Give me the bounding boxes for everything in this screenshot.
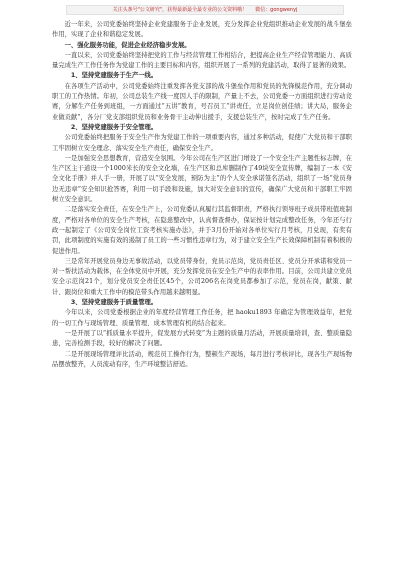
safety-paragraph-2: 二是落实安全责任，在安全生产上，公司党委认真履行其监督职责，严格执行领导班子成员带班值班制度，严格对各单位的安全生产考核，在隐患整改中，认真督查督办，保证按计划完成整改任务，今年还与行政一起制定了《公司安全岗位工资考核实施办法》，并于3月份开始对各单位实行月考核，月兑现，有奖有罚，此项制度的实施有效的遏制了员工的一些习惯性违章行为，对于建立安全生产长效保障机制有着积极的促进作用。: [52, 206, 352, 255]
production-paragraph: 在各项生产活动中，公司党委始终注重发挥各党支部的战斗堡垒作用和党员的先锋模范作用，充分调动职工的工作热情。年初，公司总装生产线一度因人手的限制，产量上不去，公司党委一方面组织进行劳动竞赛，分解生产任务到班组，一方面通过“五讲”教育，号召员工“讲责任，立足岗位创佳绩；讲大局，服务企业做贡献”，各分厂党支部组织党员和业务骨干主动伸出援手，支援总装生产，按时完成了生产任务。: [52, 82, 352, 121]
section-paragraph: 一直以来，公司党委始终坚持把党的工作与经营管理工作相结合，把提高企业生产经营管理能力、高质量完成生产工作任务作为党建工作的主要目标和内容，组织开展了一系列的党建活动，取得了显著的效果。: [52, 51, 352, 70]
quality-intro-paragraph: 今年以来，公司党委根据企业的年度经营管理工作任务，把 haoku1893 年确定为管理效益年，把党的一切工作与现场管理、质量管理、成本管理有机的结合起来。: [52, 309, 352, 327]
safety-paragraph-3: 三是常年开展党员身边无事故活动，以党员带身份，党员示范岗，党员责任区、党员分开承诺和党员一对一帮扶活动为载体，在全体党员中开展，充分发挥党员在安全生产中的表率作用。目前，公司共建立党员安全示范岗21个，划分党员安全责任区45个，公司206名在岗党员都参加了示范，党员在岗，献策、献计、跟岗位和重大工作中的模范带头作用越来越明显。: [52, 257, 352, 296]
section-heading: 一、强化服务功能，促进企业经济稳步发展。: [64, 41, 191, 49]
subsection-heading-production: 1、坚持党建服务于生产一线。: [70, 72, 158, 80]
banner-text: 关注头条号"公文研究"，获得最新最全最专业的公文资料哦！: [112, 7, 248, 13]
quality-paragraph-2: 二是开展现场管理评比活动，规范员工操作行为，整顿生产现场，每月进行考核评比，现各生产现场物品摆放整齐，人员流动有序，生产环境整洁舒适。: [52, 350, 352, 368]
banner-wechat: 微信：gongwenyj: [255, 7, 298, 13]
subsection-heading-safety: 2、坚持党建服务于安全管理。: [70, 123, 158, 131]
watermark-banner: [66, 5, 344, 15]
intro-paragraph: 近一年来，公司党委始终坚持企业党建服务于企业发展，充分发挥企业党组织推动企业发展的战斗堡垒作用，实现了企业和谐稳定发展。: [52, 21, 352, 39]
subsection-heading-quality: 3、坚持党建服务于质量管理。: [70, 299, 158, 307]
quality-paragraph-1: 一是开展了以“抓质量水平提升，促发展方式转变”为主题的质量月活动，开展质量培训，查、整质量隐患，完善检测手段，较好的解决了问题。: [52, 329, 352, 348]
safety-paragraph-1: 一是加强安全思想教育，营造安全氛围。今年公司在生产区进门增设了一个安全生产主题性标志牌，在生产区主干道设一个1000米长的安全文化墙，在生产区和总库删制作了49块安全宣传牌，编制了一本《安全文化手册》并人手一册，开展了以“安全发展，预防为主”的个人安全承诺签名活动，组织了一场“党员身边无违章”安全知识抢答赛，利用一切手段和设施，加大对安全意识的宣传，确保广大党员和干部职工牢固树立安全意识。: [52, 154, 352, 204]
safety-intro-paragraph: 公司党委始终把服务于安全生产作为党建工作的一项重要内容，通过多种活动，促使广大党员和干部职工牢固树立安全理念、落实安全生产责任，确保安全生产。: [52, 134, 352, 152]
